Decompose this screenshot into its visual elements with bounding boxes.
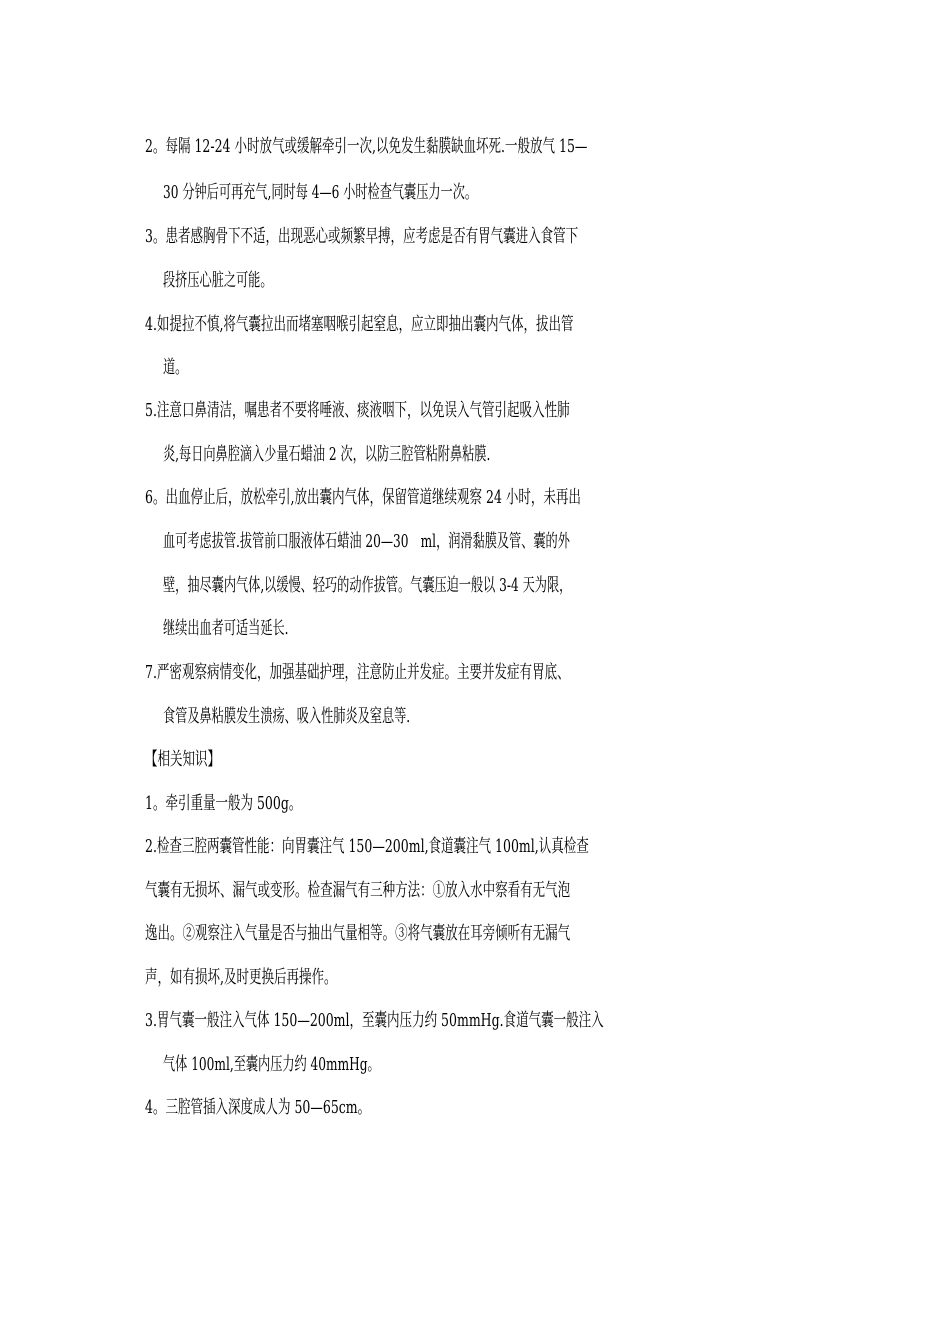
step-4-line-1: 4.如提拉不慎,将气囊拉出而堵塞咽喉引起窒息，应立即抽出囊内气体，拔出管 bbox=[145, 314, 574, 335]
step-6-line-1: 6。出血停止后，放松牵引,放出囊内气体，保留管道继续观察 24 小时，未再出 bbox=[145, 487, 581, 508]
knowledge-3-line-1: 3.胃气囊一般注入气体 150—200ml，至囊内压力约 50mmHg.食道气囊一般注入 bbox=[145, 1010, 604, 1031]
knowledge-4: 4。三腔管插入深度成人为 50—65cm。 bbox=[145, 1097, 371, 1118]
step-6-line-3: 壁，抽尽囊内气体,以缓慢、轻巧的动作拔管。气囊压迫一般以 3-4 天为限， bbox=[163, 575, 572, 596]
step-4-line-2: 道。 bbox=[163, 357, 188, 378]
step-7-line-1: 7.严密观察病情变化，加强基础护理，注意防止并发症。主要并发症有胃底、 bbox=[145, 662, 570, 683]
step-5-line-1: 5.注意口鼻清洁，嘱患者不要将唾液、痰液咽下，以免误入气管引起吸入性肺 bbox=[145, 400, 570, 421]
step-2-line-1: 2。每隔 12-24 小时放气或缓解牵引一次,以免发生黏膜缺血坏死.一般放气 15— bbox=[145, 136, 588, 157]
knowledge-2-line-4: 声，如有损坏,及时更换后再操作。 bbox=[145, 967, 337, 988]
knowledge-1: 1。牵引重量一般为 500g。 bbox=[145, 793, 302, 814]
step-6-line-2: 血可考虑拔管.拔管前口服液体石蜡油 20—30 ml，润滑黏膜及管、囊的外 bbox=[163, 531, 570, 552]
knowledge-2-line-2: 气囊有无损坏、漏气或变形。检查漏气有三种方法：①放入水中察看有无气泡 bbox=[145, 880, 571, 901]
step-5-line-2: 炎,每日向鼻腔滴入少量石蜡油 2 次，以防三腔管粘附鼻粘膜. bbox=[163, 444, 491, 465]
section-heading: 【相关知识】 bbox=[145, 749, 221, 770]
knowledge-2-line-1: 2.检查三腔两囊管性能：向胃囊注气 150—200ml,食道囊注气 100ml,认真检查 bbox=[145, 836, 589, 857]
knowledge-2-line-3: 逸出。②观察注入气量是否与抽出气量相等。③将气囊放在耳旁倾听有无漏气 bbox=[145, 923, 571, 944]
step-2-line-2: 30 分钟后可再充气,同时每 4—6 小时检查气囊压力一次。 bbox=[163, 182, 478, 203]
step-7-line-2: 食管及鼻粘膜发生溃疡、吸入性肺炎及窒息等. bbox=[163, 706, 411, 727]
step-3-line-2: 段挤压心脏之可能。 bbox=[163, 270, 273, 291]
knowledge-3-line-2: 气体 100ml,至囊内压力约 40mmHg。 bbox=[163, 1054, 380, 1075]
step-6-line-4: 继续出血者可适当延长. bbox=[163, 618, 289, 639]
step-3-line-1: 3。患者感胸骨下不适，出现恶心或频繁早搏，应考虑是否有胃气囊进入食管下 bbox=[145, 226, 579, 247]
